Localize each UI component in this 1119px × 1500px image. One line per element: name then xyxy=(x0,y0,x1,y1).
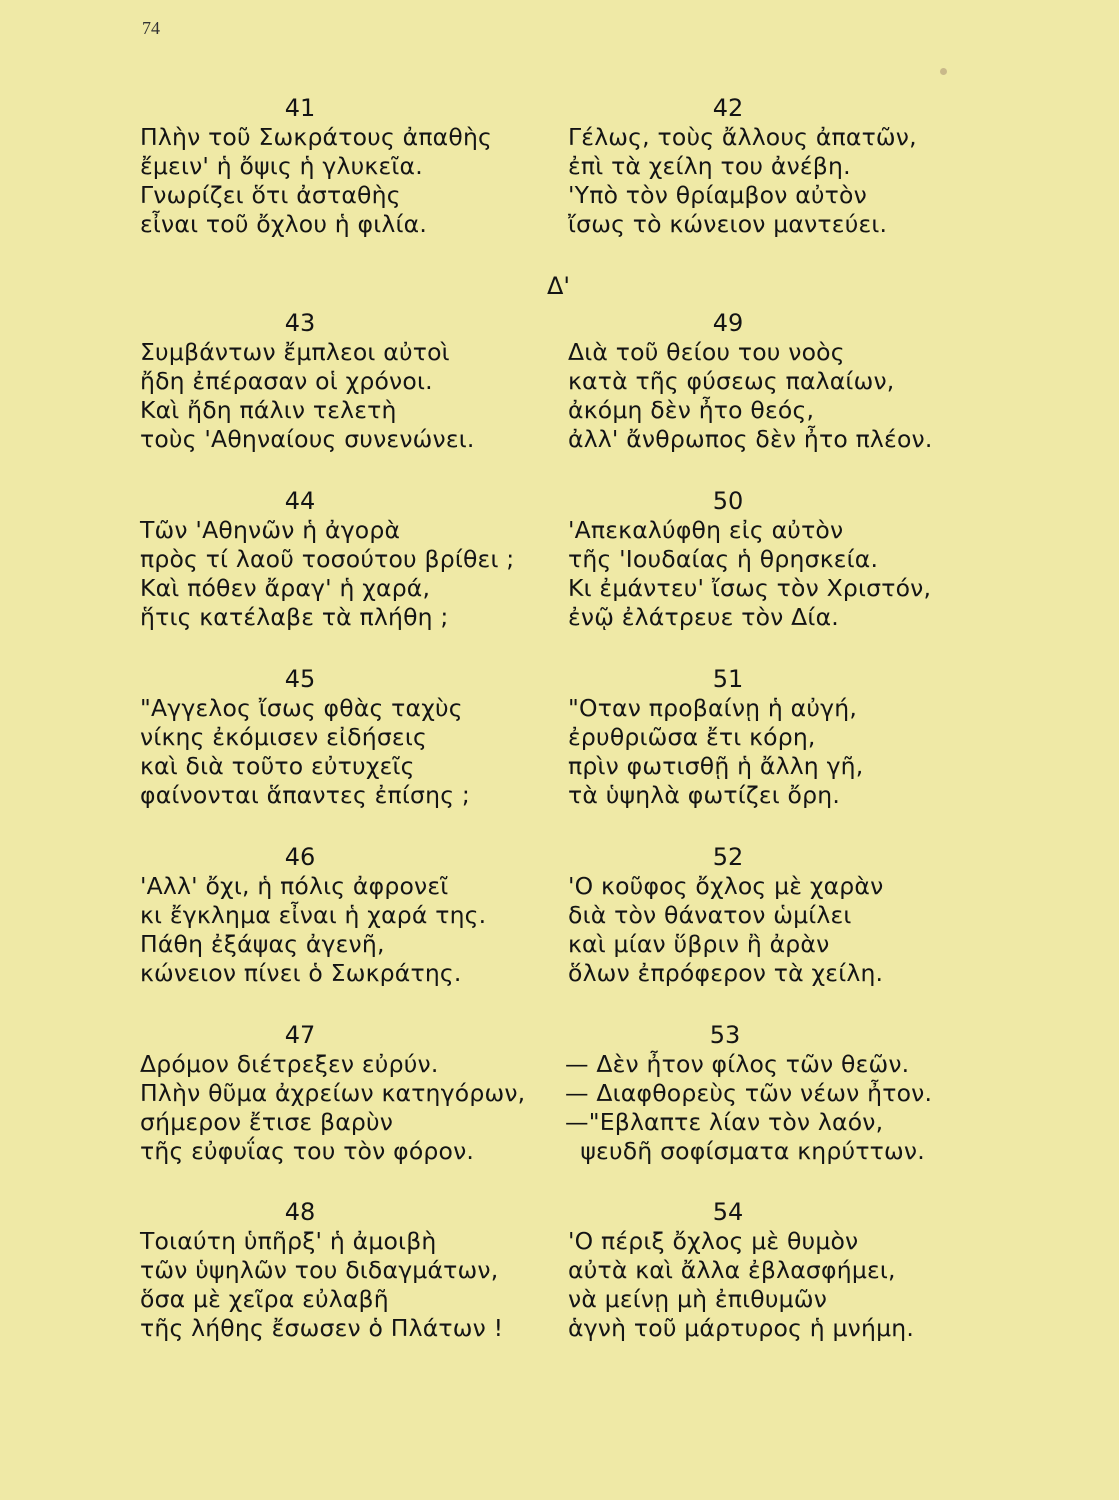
stanza-53 xyxy=(565,1020,985,1166)
verse-line: τῶν ὑψηλῶν του διδαγμάτων, xyxy=(140,1256,499,1284)
verse-line: "Οταν προβαίνῃ ἡ αὐγή, xyxy=(568,694,858,722)
verse-line: — Δὲν ἦτον φίλος τῶν θεῶν. xyxy=(565,1050,910,1078)
verse-line: ὅλων ἐπρόφερον τὰ χείλη. xyxy=(568,959,884,987)
verse-line: Καὶ πόθεν ἄραγ' ἡ χαρά, xyxy=(140,574,431,602)
stanza-number: 52 xyxy=(712,843,744,871)
verse-line: Πλὴν θῦμα ἀχρείων κατηγόρων, xyxy=(140,1079,526,1107)
verse-line: τῆς λήθης ἔσωσεν ὁ Πλάτων ! xyxy=(140,1314,504,1342)
verse-line: ἁγνὴ τοῦ μάρτυρος ἡ μνήμη. xyxy=(568,1314,914,1342)
stanza-52 xyxy=(568,842,988,988)
verse-line: ἴσως τὸ κώνειον μαντεύει. xyxy=(568,210,888,238)
verse-line: ἥτις κατέλαβε τὰ πλήθη ; xyxy=(140,603,449,631)
verse-line: ψευδῆ σοφίσματα κηρύττων. xyxy=(565,1137,925,1165)
verse-line: κι ἔγκλημα εἶναι ἡ χαρά της. xyxy=(140,901,487,929)
stanza-42 xyxy=(568,93,988,239)
verse-lines xyxy=(140,338,560,454)
verse-line: αὐτὰ καὶ ἄλλα ἐβλασφήμει, xyxy=(568,1256,896,1284)
verse-lines xyxy=(568,516,988,632)
verse-line: διὰ τὸν θάνατον ὡμίλει xyxy=(568,901,852,929)
stanza-51 xyxy=(568,664,988,810)
verse-line: τὰ ὑψηλὰ φωτίζει ὄρη. xyxy=(568,781,841,809)
verse-lines xyxy=(565,1050,985,1166)
stanza-48 xyxy=(140,1197,560,1343)
stanza-number: 43 xyxy=(284,309,316,337)
verse-line: Τοιαύτη ὑπῆρξ' ἡ ἀμοιβὴ xyxy=(140,1227,437,1255)
page-number: 74 xyxy=(142,18,160,38)
verse-line: ἐπὶ τὰ χείλη του ἀνέβη. xyxy=(568,152,851,180)
stanza-54 xyxy=(568,1197,988,1343)
verse-line: Πλὴν τοῦ Σωκράτους ἀπαθὴς xyxy=(140,123,493,151)
stanza-number: 42 xyxy=(712,94,744,122)
verse-lines xyxy=(568,123,988,239)
verse-line: Γνωρίζει ὅτι ἀσταθὴς xyxy=(140,181,401,209)
verse-line: ἀκόμη δὲν ἦτο θεός, xyxy=(568,396,815,424)
stanza-50 xyxy=(568,486,988,632)
verse-lines xyxy=(140,1227,560,1343)
stanza-number: 50 xyxy=(712,487,744,515)
stanza-number: 44 xyxy=(284,487,316,515)
verse-line: ἤδη ἐπέρασαν οἱ χρόνοι. xyxy=(140,367,433,395)
verse-line: 'Ο πέριξ ὄχλος μὲ θυμὸν xyxy=(568,1227,859,1255)
stanza-number: 53 xyxy=(709,1021,741,1049)
stanza-number: 54 xyxy=(712,1198,744,1226)
verse-line: — Διαφθορεὺς τῶν νέων ἦτον. xyxy=(565,1079,933,1107)
verse-line: πρὸς τί λαοῦ τοσούτου βρίθει ; xyxy=(140,545,515,573)
verse-line: εἶναι τοῦ ὄχλου ἡ φιλία. xyxy=(140,210,428,238)
verse-line: ἔμειν' ἡ ὄψις ἡ γλυκεῖα. xyxy=(140,152,423,180)
verse-lines xyxy=(568,1227,988,1343)
stanza-number: 47 xyxy=(284,1021,316,1049)
verse-line: τοὺς 'Αθηναίους συνενώνει. xyxy=(140,425,475,453)
stanza-46 xyxy=(140,842,560,988)
verse-line: Δρόμον διέτρεξεν εὐρύν. xyxy=(140,1050,439,1078)
verse-lines xyxy=(140,694,560,810)
verse-line: 'Υπὸ τὸν θρίαμβον αὐτὸν xyxy=(568,181,867,209)
verse-line: ὅσα μὲ χεῖρα εὐλαβῆ xyxy=(140,1285,389,1313)
verse-lines xyxy=(568,338,988,454)
verse-line: καὶ διὰ τοῦτο εὐτυχεῖς xyxy=(140,752,415,780)
verse-lines xyxy=(568,694,988,810)
stanza-43 xyxy=(140,308,560,454)
stanza-45 xyxy=(140,664,560,810)
verse-lines xyxy=(140,1050,560,1166)
verse-lines xyxy=(568,872,988,988)
verse-line: 'Ο κοῦφος ὄχλος μὲ χαρὰν xyxy=(568,872,884,900)
verse-line: 'Απεκαλύφθη εἰς αὐτὸν xyxy=(568,516,844,544)
verse-line: κατὰ τῆς φύσεως παλαίων, xyxy=(568,367,895,395)
verse-lines xyxy=(140,123,560,239)
stanza-44 xyxy=(140,486,560,632)
stanza-47 xyxy=(140,1020,560,1166)
stanza-41 xyxy=(140,93,560,239)
stanza-number: 49 xyxy=(712,309,744,337)
verse-line: "Αγγελος ἴσως φθὰς ταχὺς xyxy=(140,694,463,722)
verse-line: ἐνῷ ἐλάτρευε τὸν Δία. xyxy=(568,603,839,631)
verse-line: Διὰ τοῦ θείου του νοὸς xyxy=(568,338,845,366)
stanza-number: 45 xyxy=(284,665,316,693)
stanza-number: 51 xyxy=(712,665,744,693)
stanza-number: 48 xyxy=(284,1198,316,1226)
verse-line: νίκης ἐκόμισεν εἰδήσεις xyxy=(140,723,427,751)
verse-line: καὶ μίαν ὕβριν ἢ ἀρὰν xyxy=(568,930,830,958)
verse-line: τῆς 'Ιουδαίας ἡ θρησκεία. xyxy=(568,545,879,573)
verse-lines xyxy=(140,516,560,632)
verse-line: ἀλλ' ἄνθρωπος δὲν ἦτο πλέον. xyxy=(568,425,933,453)
verse-line: Τῶν 'Αθηνῶν ἡ ἀγορὰ xyxy=(140,516,401,544)
verse-line: Πάθη ἐξάψας ἀγενῆ, xyxy=(140,930,385,958)
verse-line: νὰ μείνῃ μὴ ἐπιθυμῶν xyxy=(568,1285,828,1313)
verse-line: Κι ἐμάντευ' ἴσως τὸν Χριστόν, xyxy=(568,574,932,602)
verse-line: 'Αλλ' ὄχι, ἡ πόλις ἀφρονεῖ xyxy=(140,872,449,900)
verse-line: πρὶν φωτισθῇ ἡ ἄλλη γῆ, xyxy=(568,752,864,780)
verse-line: φαίνονται ἅπαντες ἐπίσης ; xyxy=(140,781,470,809)
verse-line: —"Εβλαπτε λίαν τὸν λαόν, xyxy=(565,1108,884,1136)
verse-line: κώνειον πίνει ὁ Σωκράτης. xyxy=(140,959,462,987)
ink-dot xyxy=(940,68,947,75)
section-mark: Δ' xyxy=(547,272,571,300)
verse-line: Γέλως, τοὺς ἄλλους ἀπατῶν, xyxy=(568,123,917,151)
stanza-number: 41 xyxy=(284,94,316,122)
stanza-number: 46 xyxy=(284,843,316,871)
verse-line: σήμερον ἔτισε βαρὺν xyxy=(140,1108,394,1136)
verse-lines xyxy=(140,872,560,988)
verse-line: τῆς εὐφυΐας του τὸν φόρον. xyxy=(140,1137,475,1165)
verse-line: ἐρυθριῶσα ἔτι κόρη, xyxy=(568,723,816,751)
verse-line: Συμβάντων ἔμπλεοι αὐτοὶ xyxy=(140,338,450,366)
verse-line: Καὶ ἤδη πάλιν τελετὴ xyxy=(140,396,397,424)
stanza-49 xyxy=(568,308,988,454)
